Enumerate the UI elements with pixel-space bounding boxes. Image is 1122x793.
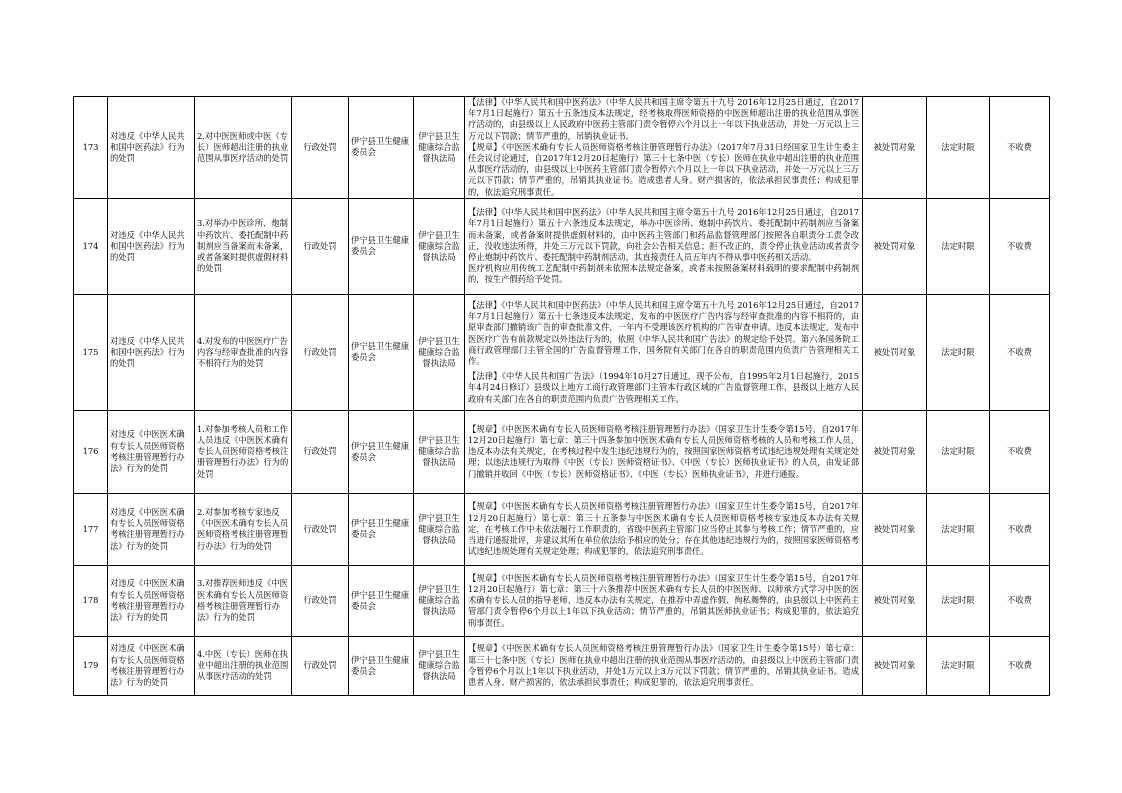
power-type-cell: 行政处罚 (292, 636, 349, 695)
executing-unit-cell: 伊宁县卫生健康综合监督执法局 (414, 97, 465, 199)
table-row (74, 198, 1050, 294)
department-cell: 伊宁县卫生健康委员会 (349, 565, 414, 636)
sub-item-cell: 2.对中医医师或中医（专长）医师超出注册的执业范围从事医疗活动的处罚 (195, 97, 292, 199)
row-number-cell: 175 (74, 294, 108, 410)
row-number-cell: 179 (74, 636, 108, 695)
department-cell: 伊宁县卫生健康委员会 (349, 493, 414, 565)
row-number-cell: 176 (74, 410, 108, 493)
legal-basis-cell (465, 97, 863, 199)
time-limit-cell: 法定时限 (927, 198, 990, 294)
time-limit-cell: 法定时限 (927, 410, 990, 493)
time-limit-cell: 法定时限 (927, 636, 990, 695)
target-object-cell: 被处罚对象 (863, 565, 927, 636)
power-type-cell: 行政处罚 (292, 493, 349, 565)
item-name-cell: 对违反《中医医术确有专长人员医师资格考核注册管理暂行办法》行为的处罚 (108, 565, 195, 636)
power-type-cell: 行政处罚 (292, 198, 349, 294)
item-name-cell: 对违反《中华人民共和国中医药法》行为的处罚 (108, 198, 195, 294)
table-body (74, 97, 1050, 696)
sub-item-cell: 3.对举办中医诊所、炮制中药饮片、委托配制中药制剂应当备案而未备案，或者备案时提供虚假材料的处罚 (195, 198, 292, 294)
item-name-cell: 对违反《中医医术确有专长人员医师资格考核注册管理暂行办法》行为的处罚 (108, 410, 195, 493)
row-number-cell: 174 (74, 198, 108, 294)
department-cell: 伊宁县卫生健康委员会 (349, 97, 414, 199)
row-number-cell: 177 (74, 493, 108, 565)
legal-basis-cell (465, 294, 863, 410)
target-object-cell: 被处罚对象 (863, 410, 927, 493)
executing-unit-cell: 伊宁县卫生健康综合监督执法局 (414, 493, 465, 565)
fee-cell: 不收费 (990, 636, 1050, 695)
fee-cell: 不收费 (990, 97, 1050, 199)
legal-basis-paragraph: 【法律】《中华人民共和国中医药法》（中华人民共和国主席令第五十九号 2016年12月25日通过，自2017年7月1日起施行）第五十六条违反本法规定，举办中医诊所、炮制中药饮片、委托配制中药制剂应当备案而未备案，或者备案时提供虚假材料的，由中医药主管部门和药品监督管理部门按照各自职责分工责令改正，没收违法所得，并处三万元以下罚款，向社会公告相关信息；拒不改正的，责令停止执业活动或者责令停止炮制中药饮片、委托配制中药制剂活动，其直接责任人员五年内不得从事中医药相关活动。 (468, 207, 859, 262)
sub-item-cell: 4.对发布的中医医疗广告内容与经审查批准的内容不相符行为的处罚 (195, 294, 292, 410)
power-type-cell: 行政处罚 (292, 294, 349, 410)
executing-unit-cell: 伊宁县卫生健康综合监督执法局 (414, 565, 465, 636)
legal-basis-paragraph: 【规章】《中医医术确有专长人员医师资格考核注册管理暂行办法》（国家卫生计生委令第15号，自2017年12月20日起施行）第七章：第三十六条推荐中医医术确有专长人员的中医医师、以师承方式学习中医的医术确有专长人员的指导老师，违反本办法有关规定，在推荐中弄虚作假、徇私舞弊的，由县级以上中医药主管部门责令暂停6个月以上1年以下执业活动；情节严重的，吊销其医师执业证书；构成犯罪的，依法追究刑事责任。 (468, 572, 859, 628)
table-row (74, 636, 1050, 695)
row-number-cell: 173 (74, 97, 108, 199)
fee-cell: 不收费 (990, 294, 1050, 410)
executing-unit-cell: 伊宁县卫生健康综合监督执法局 (414, 636, 465, 695)
executing-unit-cell: 伊宁县卫生健康综合监督执法局 (414, 198, 465, 294)
table-row (74, 410, 1050, 493)
legal-basis-cell (465, 493, 863, 565)
legal-basis-cell (465, 565, 863, 636)
time-limit-cell: 法定时限 (927, 493, 990, 565)
legal-basis-paragraph: 【法律】《中华人民共和国中医药法》（中华人民共和国主席令第五十九号 2016年12月25日通过，自2017年7月1日起施行）第五十七条违反本法规定，发布的中医医疗广告内容与经审查批准的内容不相符的，由原审查部门撤销该广告的审查批准文件，一年内不受理该医疗机构的广告审查申请。违反本法规定，发布中医医疗广告有前款规定以外违法行为的，依照《中华人民共和国广告法》的规定给予处罚。第六条国务院工商行政管理部门主管全国的广告监督管理工作，国务院有关部门在各自的职责范围内负责广告管理相关工作。 (468, 299, 859, 366)
target-object-cell: 被处罚对象 (863, 636, 927, 695)
table-row (74, 294, 1050, 410)
item-name-cell: 对违反《中医医术确有专长人员医师资格考核注册管理暂行办法》行为的处罚 (108, 636, 195, 695)
item-name-cell: 对违反《中华人民共和国中医药法》行为的处罚 (108, 97, 195, 199)
power-type-cell: 行政处罚 (292, 97, 349, 199)
executing-unit-cell: 伊宁县卫生健康综合监督执法局 (414, 410, 465, 493)
department-cell: 伊宁县卫生健康委员会 (349, 294, 414, 410)
item-name-cell: 对违反《中华人民共和国中医药法》行为的处罚 (108, 294, 195, 410)
penalty-table (73, 96, 1050, 696)
legal-basis-cell (465, 410, 863, 493)
time-limit-cell: 法定时限 (927, 294, 990, 410)
department-cell: 伊宁县卫生健康委员会 (349, 198, 414, 294)
legal-basis-cell (465, 636, 863, 695)
legal-basis-paragraph: 【规章】《中医医术确有专长人员医师资格考核注册管理暂行办法》（国家卫生计生委令第15号）第七章：第三十七条中医（专长）医师在执业中超出注册的执业范围从事医疗活动的，由县级以上中医药主管部门责令暂停6个月以上1年以下执业活动，并处1万元以上3万元以下罚款；情节严重的，吊销其执业证书。造成患者人身、财产损害的，依法承担民事责任；构成犯罪的，依法追究刑事责任。 (468, 643, 859, 688)
executing-unit-cell: 伊宁县卫生健康综合监督执法局 (414, 294, 465, 410)
table-row (74, 565, 1050, 636)
target-object-cell: 被处罚对象 (863, 198, 927, 294)
target-object-cell: 被处罚对象 (863, 97, 927, 199)
target-object-cell: 被处罚对象 (863, 294, 927, 410)
legal-basis-paragraph: 【规章】《中医医术确有专长人员医师资格考核注册管理暂行办法》（国家卫生计生委令第15号，自2017年12月20日起施行）第七章：第三十五条参与中医医术确有专长人员医师资格考核专家违反本办法有关规定，在考核工作中未依法履行工作职责的，省级中医药主管部门应当停止其参与考核工作；情节严重的，应当进行通报批评，并建议其所在单位依法给予相应的处分；存在其他违纪违规行为的，按照国家医师资格考试违纪违规处理有关规定处理；构成犯罪的，依法追究刑事责任。 (468, 501, 859, 557)
fee-cell: 不收费 (990, 493, 1050, 565)
power-type-cell: 行政处罚 (292, 410, 349, 493)
time-limit-cell: 法定时限 (927, 565, 990, 636)
target-object-cell: 被处罚对象 (863, 493, 927, 565)
fee-cell: 不收费 (990, 410, 1050, 493)
legal-basis-cell (465, 198, 863, 294)
time-limit-cell: 法定时限 (927, 97, 990, 199)
legal-basis-paragraph: 【法律】《中华人民共和国广告法》（1994年10月27日通过，现予公布，自1995年2月1日起施行，2015年4月24日修订）县级以上地方工商行政管理部门主管本行政区域的广告监督管理工作，县级以上地方人民政府有关部门在各自的职责范围内负责广告管理相关工作。 (468, 371, 859, 404)
sub-item-cell: 1.对参加考核人员和工作人员违反《中医医术确有专长人员医师资格考核注册管理暂行办法》行为的处罚 (195, 410, 292, 493)
department-cell: 伊宁县卫生健康委员会 (349, 410, 414, 493)
legal-basis-paragraph: 【法律】《中华人民共和国中医药法》（中华人民共和国主席令第五十九号 2016年12月25日通过，自2017年7月1日起施行）第五十五条违反本法规定，经考核取得医师资格的中医医师超出注册的执业范围从事医疗活动的，由县级以上人民政府中医药主管部门责令暂停六个月以上一年以下执业活动，并处一万元以上三万元以下罚款；情节严重的，吊销执业证书。 (468, 97, 859, 141)
item-name-cell: 对违反《中医医术确有专长人员医师资格考核注册管理暂行办法》行为的处罚 (108, 493, 195, 565)
legal-basis-paragraph: 医疗机构应用传统工艺配制中药制剂未依照本法规定备案，或者未按照备案材料载明的要求配制中药制剂的，按生产假药给予处罚。 (468, 263, 859, 285)
power-type-cell: 行政处罚 (292, 565, 349, 636)
table-row (74, 493, 1050, 565)
fee-cell: 不收费 (990, 198, 1050, 294)
sub-item-cell: 3.对推荐医师违反《中医医术确有专长人员医师资格考核注册管理暂行办法》行为的处罚 (195, 565, 292, 636)
sub-item-cell: 2.对参加考核专家违反《中医医术确有专长人员医师资格考核注册管理暂行办法》行为的处罚 (195, 493, 292, 565)
legal-basis-paragraph: 【规章】《中医医术确有专长人员医师资格考核注册管理暂行办法》（2017年7月31日经国家卫生计生委主任会议讨论通过，自2017年12月20日起施行）第三十七条中医（专长）医师在执业中超出注册的执业范围从事医疗活动的，由县级以上中医药主管部门责令暂停六个月以上一年以下执业活动，并处一万元以上三万元以下罚款；情节严重的，吊销其执业证书。造成患者人身、财产损害的，依法承担民事责任；构成犯罪的，依法追究刑事责任。 (468, 141, 859, 197)
fee-cell: 不收费 (990, 565, 1050, 636)
sub-item-cell: 4.中医（专长）医师在执业中超出注册的执业范围从事医疗活动的处罚 (195, 636, 292, 695)
table-row (74, 97, 1050, 199)
department-cell: 伊宁县卫生健康委员会 (349, 636, 414, 695)
row-number-cell: 178 (74, 565, 108, 636)
legal-basis-paragraph: 【规章】《中医医术确有专长人员医师资格考核注册管理暂行办法》（国家卫生计生委令第15号，自2017年12月20日起施行）第七章：第三十四条参加中医医术确有专长人员医师资格考核的人员和考核工作人员，违反本办法有关规定，在考核过程中发生违纪违规行为的，按照国家医师资格考试违纪违规处理有关规定处理；以违法违规行为取得《中医（专长）医师资格证书》、《中医（专长）医师执业证书》的人员，由发证部门撤销并收回《中医（专长）医师资格证书》、《中医（专长）医师执业证书》，并进行通报。 (468, 423, 859, 479)
